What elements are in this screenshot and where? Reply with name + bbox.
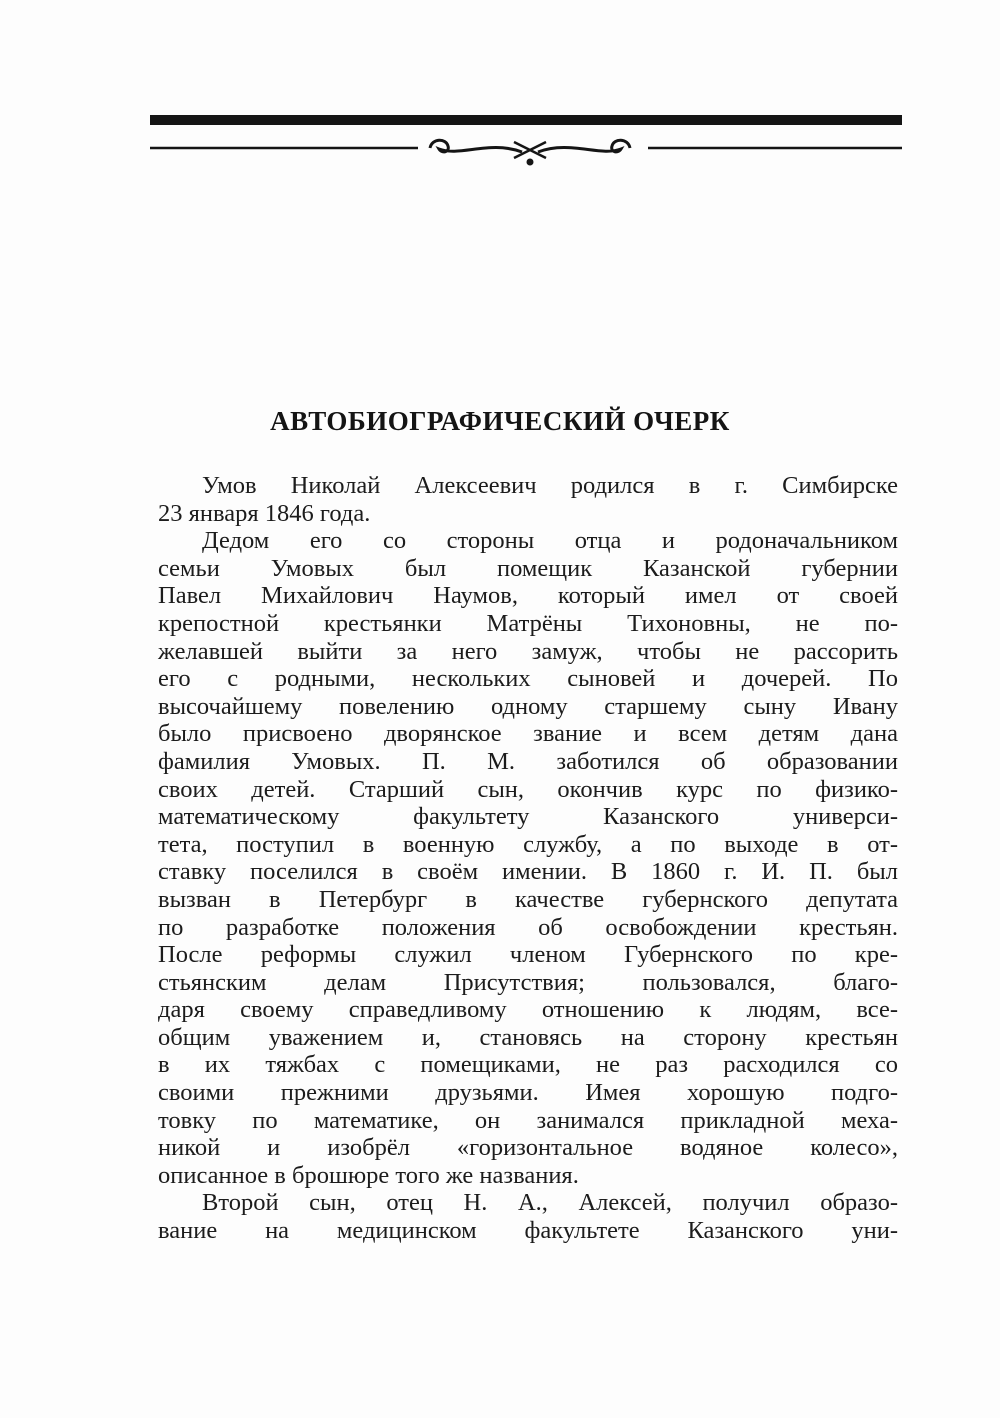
text-line: стьянским делам Присутствия; пользовался, благо- bbox=[158, 968, 898, 996]
text-line: его с родными, нескольких сыновей и дочерей. По bbox=[158, 665, 898, 693]
text-line: Павел Михайлович Наумов, который имел от своей bbox=[158, 582, 898, 610]
text-line: желавшей выйти за него замуж, чтобы не рассорить bbox=[158, 637, 898, 665]
text-line: семьи Умовых был помещик Казанской губернии bbox=[158, 554, 898, 582]
text-line: по разработке положения об освобождении крестьян. bbox=[158, 913, 898, 941]
text-line: После реформы служил членом Губернского по кре- bbox=[158, 941, 898, 969]
text-line: математическому факультету Казанского универси- bbox=[158, 803, 898, 831]
text-line: фамилия Умовых. П. М. заботился об образовании bbox=[158, 747, 898, 775]
text-line: вание на медицинском факультете Казанского уни- bbox=[158, 1217, 898, 1245]
text-line: вызван в Петербург в качестве губернского депутата bbox=[158, 885, 898, 913]
text-line: товку по математике, он занимался прикладной меха- bbox=[158, 1106, 898, 1134]
text-line: в их тяжбах с помещиками, не раз расходился со bbox=[158, 1051, 898, 1079]
text-line: Второй сын, отец Н. А., Алексей, получил образо- bbox=[202, 1189, 898, 1217]
ornament-swirl-right bbox=[538, 140, 630, 152]
body-text bbox=[158, 472, 898, 1245]
text-line: 23 января 1846 года. bbox=[158, 499, 371, 527]
chapter-title: АВТОБИОГРАФИЧЕСКИЙ ОЧЕРК bbox=[270, 406, 730, 436]
text-line: никой и изобрёл «горизонтальное водяное колесо», bbox=[158, 1134, 898, 1162]
text-line: высочайшему повелению одному старшему сыну Ивану bbox=[158, 692, 898, 720]
text-line: общим уважением и, становясь на сторону крестьян bbox=[158, 1023, 898, 1051]
text-line: своими прежними друзьями. Имея хорошую подго- bbox=[158, 1079, 898, 1107]
ornament-dot bbox=[527, 159, 534, 166]
text-line: Дедом его со стороны отца и родоначальником bbox=[202, 527, 898, 555]
text-line: описанное в брошюре того же названия. bbox=[158, 1161, 579, 1189]
text-line: было присвоено дворянское звание и всем детям дана bbox=[158, 720, 898, 748]
text-line: даря своему справедливому отношению к людям, все- bbox=[158, 996, 898, 1024]
text-line: крепостной крестьянки Матрёны Тихоновны, не по- bbox=[158, 609, 898, 637]
text-line: тета, поступил в военную службу, а по выходе в от- bbox=[158, 830, 898, 858]
ornament-thick-rule bbox=[150, 115, 902, 125]
text-line: Умов Николай Алексеевич родился в г. Симбирске bbox=[202, 472, 898, 499]
ornament-swirl-left bbox=[430, 140, 522, 152]
decorative-header-ornament bbox=[150, 110, 902, 170]
text-line: ставку поселился в своём имении. В 1860 г. И. П. был bbox=[158, 858, 898, 886]
text-line: своих детей. Старший сын, окончив курс по физико- bbox=[158, 775, 898, 803]
